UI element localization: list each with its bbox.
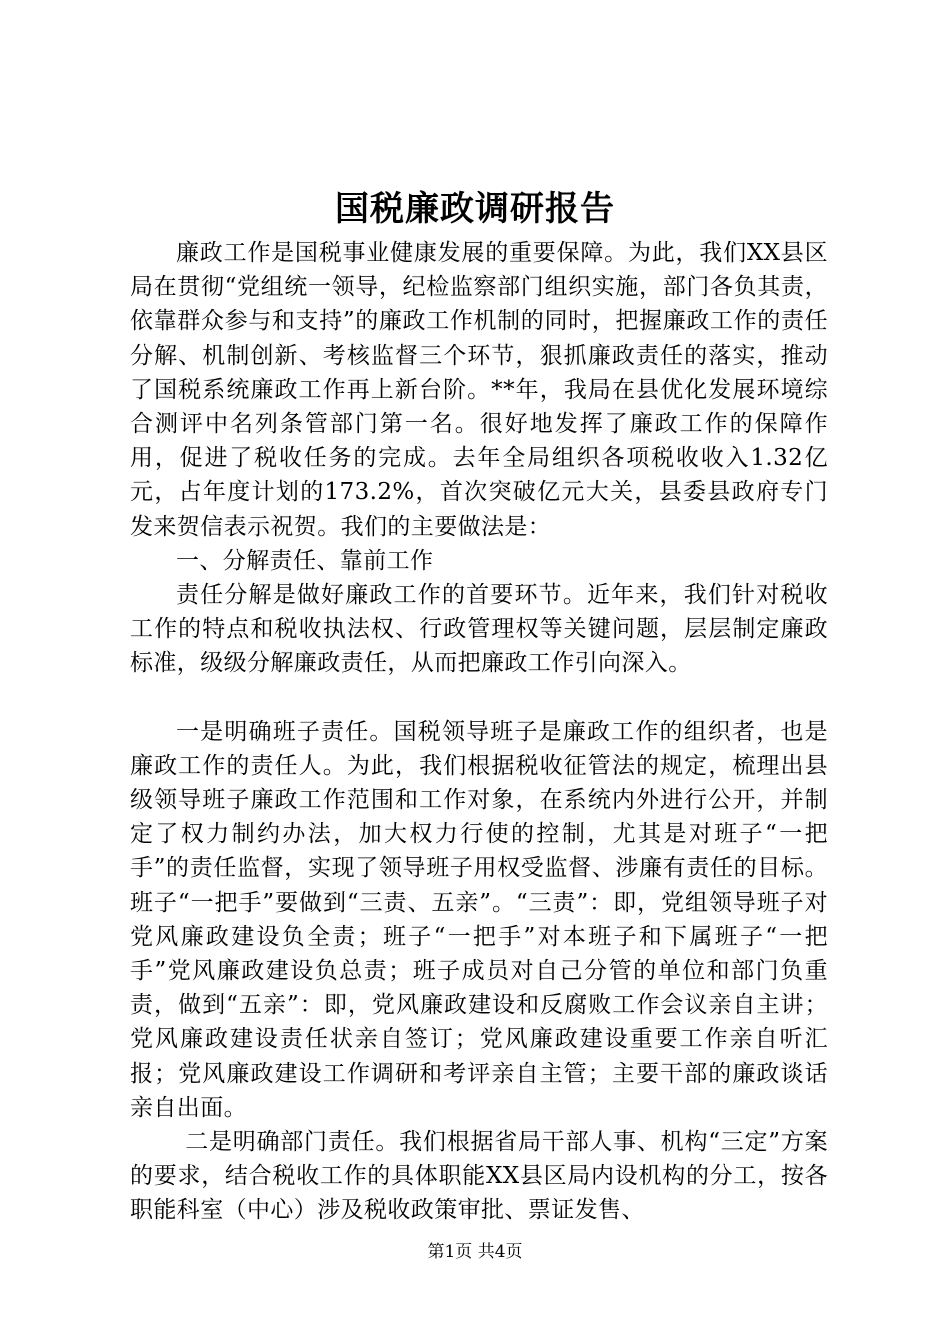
document-title: 国税廉政调研报告 bbox=[335, 189, 615, 229]
intro-paragraph: 廉政工作是国税事业健康发展的重要保障。为此，我们XX县区局在贯彻“党组统一领导，纪检监察部门组织实施，部门各负其责，依靠群众参与和支持”的廉政工作机制的同时，把握廉政工作的责任分解、机制创新、考核监督三个环节，狠抓廉政责任的落实，推动了国税系统廉政工作再上新台阶。**年，我局在县优化发展环境综合测评中名列条管部门第一名。很好地发挥了廉政工作的保障作用，促进了税收任务的完成。去年全局组织各项税收收入1.32亿元，占年度计划的173.2%，首次突破亿元大关，县委县政府专门发来贺信表示祝贺。我们的主要做法是： bbox=[130, 240, 828, 540]
page-footer: 第1页 共4页 bbox=[427, 1242, 523, 1262]
section-intro-paragraph: 责任分解是做好廉政工作的首要环节。近年来，我们针对税收工作的特点和税收执法权、行政管理权等关键问题，层层制定廉政标准，级级分解廉政责任，从而把廉政工作引向深入。 bbox=[130, 582, 828, 677]
section-heading: 一、分解责任、靠前工作 bbox=[176, 547, 434, 574]
document-body bbox=[130, 236, 828, 1228]
department-responsibility-paragraph: 二是明确部门责任。我们根据省局干部人事、机构“三定”方案的要求，结合税收工作的具体职能XX县区局内设机构的分工，按各职能科室（中心）涉及税收政策审批、票证发售、 bbox=[130, 1129, 828, 1224]
leadership-responsibility-paragraph: 一是明确班子责任。国税领导班子是廉政工作的组织者，也是廉政工作的责任人。为此，我们根据税收征管法的规定，梳理出县级领导班子廉政工作范围和工作对象，在系统内外进行公开，并制定了权力制约办法，加大权力行使的控制，尤其是对班子“一把手”的责任监督，实现了领导班子用权受监督、涉廉有责任的目标。班子“一把手”要做到“三责、五亲”。“三责”：即，党组领导班子对党风廉政建设负全责；班子“一把手”对本班子和下属班子“一把手”党风廉政建设负总责；班子成员对自己分管的单位和部门负重责，做到“五亲”：即，党风廉政建设和反腐败工作会议亲自主讲；党风廉政建设责任状亲自签订；党风廉政建设重要工作亲自听汇报；党风廉政建设工作调研和考评亲自主管；主要干部的廉政谈话亲自出面。 bbox=[130, 718, 828, 1121]
